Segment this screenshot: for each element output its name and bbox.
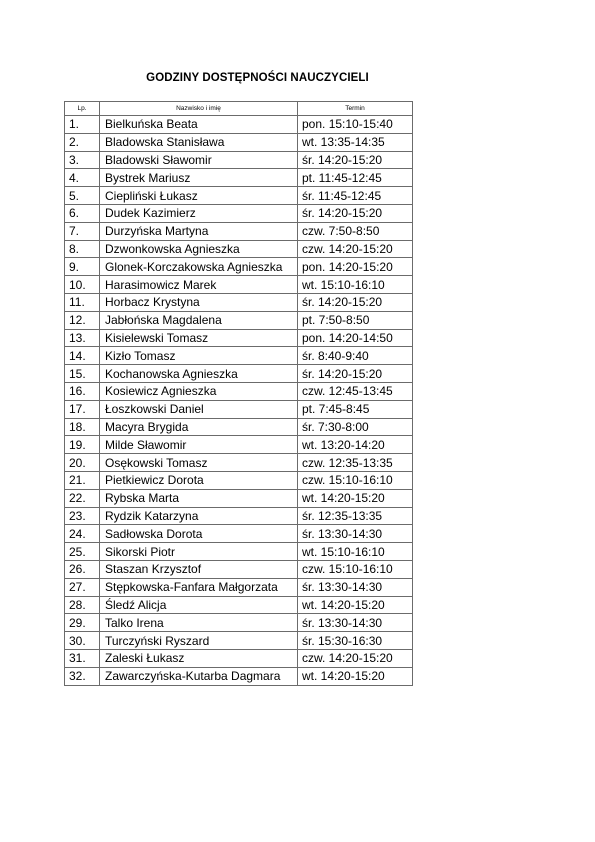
row-number: 7. [65, 222, 100, 240]
row-number: 5. [65, 187, 100, 205]
column-header-term: Termin [298, 102, 413, 116]
table-row [65, 471, 413, 489]
teacher-name: Rybska Marta [100, 489, 298, 507]
row-number: 31. [65, 649, 100, 667]
teacher-name: Śledź Alicja [100, 596, 298, 614]
availability-term: czw. 7:50-8:50 [298, 222, 413, 240]
row-number: 3. [65, 151, 100, 169]
row-number: 32. [65, 667, 100, 685]
availability-term: czw. 15:10-16:10 [298, 560, 413, 578]
table-row [65, 347, 413, 365]
table-row [65, 454, 413, 472]
teacher-name: Harasimowicz Marek [100, 276, 298, 294]
availability-term: pon. 14:20-15:20 [298, 258, 413, 276]
teacher-name: Dudek Kazimierz [100, 204, 298, 222]
table-row [65, 169, 413, 187]
availability-term: śr. 7:30-8:00 [298, 418, 413, 436]
table-row [65, 525, 413, 543]
row-number: 28. [65, 596, 100, 614]
table-row [65, 507, 413, 525]
availability-term: pt. 7:50-8:50 [298, 311, 413, 329]
availability-term: pt. 11:45-12:45 [298, 169, 413, 187]
table-row [65, 649, 413, 667]
table-row [65, 382, 413, 400]
table-row [65, 276, 413, 294]
availability-term: śr. 13:30-14:30 [298, 525, 413, 543]
row-number: 8. [65, 240, 100, 258]
row-number: 27. [65, 578, 100, 596]
document-title: GODZINY DOSTĘPNOŚCI NAUCZYCIELI [146, 72, 369, 84]
row-number: 16. [65, 382, 100, 400]
table-row [65, 667, 413, 685]
row-number: 21. [65, 471, 100, 489]
teacher-name: Łoszkowski Daniel [100, 400, 298, 418]
availability-term: śr. 11:45-12:45 [298, 187, 413, 205]
availability-term: czw. 12:35-13:35 [298, 454, 413, 472]
row-number: 13. [65, 329, 100, 347]
availability-term: wt. 15:10-16:10 [298, 276, 413, 294]
availability-table [64, 101, 413, 686]
table-row [65, 329, 413, 347]
row-number: 4. [65, 169, 100, 187]
row-number: 18. [65, 418, 100, 436]
row-number: 20. [65, 454, 100, 472]
row-number: 17. [65, 400, 100, 418]
table-row [65, 187, 413, 205]
availability-term: śr. 15:30-16:30 [298, 632, 413, 650]
availability-term: wt. 14:20-15:20 [298, 596, 413, 614]
table-header-row [65, 102, 413, 116]
teacher-name: Rydzik Katarzyna [100, 507, 298, 525]
table-row [65, 222, 413, 240]
availability-term: śr. 14:20-15:20 [298, 204, 413, 222]
teacher-name: Talko Irena [100, 614, 298, 632]
availability-term: pon. 15:10-15:40 [298, 116, 413, 134]
teacher-name: Horbacz Krystyna [100, 293, 298, 311]
row-number: 11. [65, 293, 100, 311]
row-number: 2. [65, 133, 100, 151]
availability-term: wt. 13:35-14:35 [298, 133, 413, 151]
teacher-name: Jabłońska Magdalena [100, 311, 298, 329]
table-row [65, 418, 413, 436]
teacher-name: Kisielewski Tomasz [100, 329, 298, 347]
availability-term: śr. 12:35-13:35 [298, 507, 413, 525]
row-number: 30. [65, 632, 100, 650]
row-number: 1. [65, 116, 100, 134]
row-number: 9. [65, 258, 100, 276]
row-number: 10. [65, 276, 100, 294]
row-number: 26. [65, 560, 100, 578]
table-body [65, 116, 413, 686]
table-row [65, 436, 413, 454]
table-row [65, 596, 413, 614]
table-row [65, 400, 413, 418]
table-row [65, 311, 413, 329]
teacher-name: Zaleski Łukasz [100, 649, 298, 667]
row-number: 19. [65, 436, 100, 454]
teacher-name: Kosiewicz Agnieszka [100, 382, 298, 400]
row-number: 23. [65, 507, 100, 525]
teacher-name: Pietkiewicz Dorota [100, 471, 298, 489]
teacher-name: Staszan Krzysztof [100, 560, 298, 578]
table-row [65, 133, 413, 151]
teacher-name: Osękowski Tomasz [100, 454, 298, 472]
table-row [65, 365, 413, 383]
table-row [65, 560, 413, 578]
row-number: 12. [65, 311, 100, 329]
teacher-name: Bladowska Stanisława [100, 133, 298, 151]
row-number: 22. [65, 489, 100, 507]
row-number: 25. [65, 543, 100, 561]
teacher-name: Sikorski Piotr [100, 543, 298, 561]
availability-term: czw. 15:10-16:10 [298, 471, 413, 489]
teacher-name: Kochanowska Agnieszka [100, 365, 298, 383]
teacher-name: Bielkuńska Beata [100, 116, 298, 134]
availability-term: śr. 13:30-14:30 [298, 614, 413, 632]
table-row [65, 543, 413, 561]
availability-term: czw. 14:20-15:20 [298, 649, 413, 667]
teacher-name: Stępkowska-Fanfara Małgorzata [100, 578, 298, 596]
availability-term: wt. 15:10-16:10 [298, 543, 413, 561]
availability-term: śr. 8:40-9:40 [298, 347, 413, 365]
table-row [65, 489, 413, 507]
teacher-name: Sadłowska Dorota [100, 525, 298, 543]
teacher-name: Kizło Tomasz [100, 347, 298, 365]
availability-term: śr. 14:20-15:20 [298, 365, 413, 383]
availability-term: śr. 13:30-14:30 [298, 578, 413, 596]
teacher-name: Bladowski Sławomir [100, 151, 298, 169]
table-row [65, 258, 413, 276]
availability-term: pon. 14:20-14:50 [298, 329, 413, 347]
table-row [65, 578, 413, 596]
table-row [65, 632, 413, 650]
row-number: 24. [65, 525, 100, 543]
table-row [65, 293, 413, 311]
teacher-name: Zawarczyńska-Kutarba Dagmara [100, 667, 298, 685]
availability-term: śr. 14:20-15:20 [298, 151, 413, 169]
availability-term: śr. 14:20-15:20 [298, 293, 413, 311]
teacher-name: Milde Sławomir [100, 436, 298, 454]
row-number: 15. [65, 365, 100, 383]
row-number: 6. [65, 204, 100, 222]
teacher-name: Glonek-Korczakowska Agnieszka [100, 258, 298, 276]
table-row [65, 240, 413, 258]
table-row [65, 614, 413, 632]
teacher-name: Bystrek Mariusz [100, 169, 298, 187]
row-number: 29. [65, 614, 100, 632]
availability-term: wt. 14:20-15:20 [298, 667, 413, 685]
availability-term: czw. 14:20-15:20 [298, 240, 413, 258]
row-number: 14. [65, 347, 100, 365]
teacher-name: Dzwonkowska Agnieszka [100, 240, 298, 258]
teacher-name: Turczyński Ryszard [100, 632, 298, 650]
availability-term: czw. 12:45-13:45 [298, 382, 413, 400]
table-row [65, 204, 413, 222]
column-header-lp: Lp. [65, 102, 100, 116]
teacher-name: Macyra Brygida [100, 418, 298, 436]
teacher-name: Durzyńska Martyna [100, 222, 298, 240]
availability-term: wt. 14:20-15:20 [298, 489, 413, 507]
table-row [65, 116, 413, 134]
table-row [65, 151, 413, 169]
availability-term: wt. 13:20-14:20 [298, 436, 413, 454]
teacher-name: Ciepliński Łukasz [100, 187, 298, 205]
availability-term: pt. 7:45-8:45 [298, 400, 413, 418]
column-header-name: Nazwisko i imię [100, 102, 298, 116]
